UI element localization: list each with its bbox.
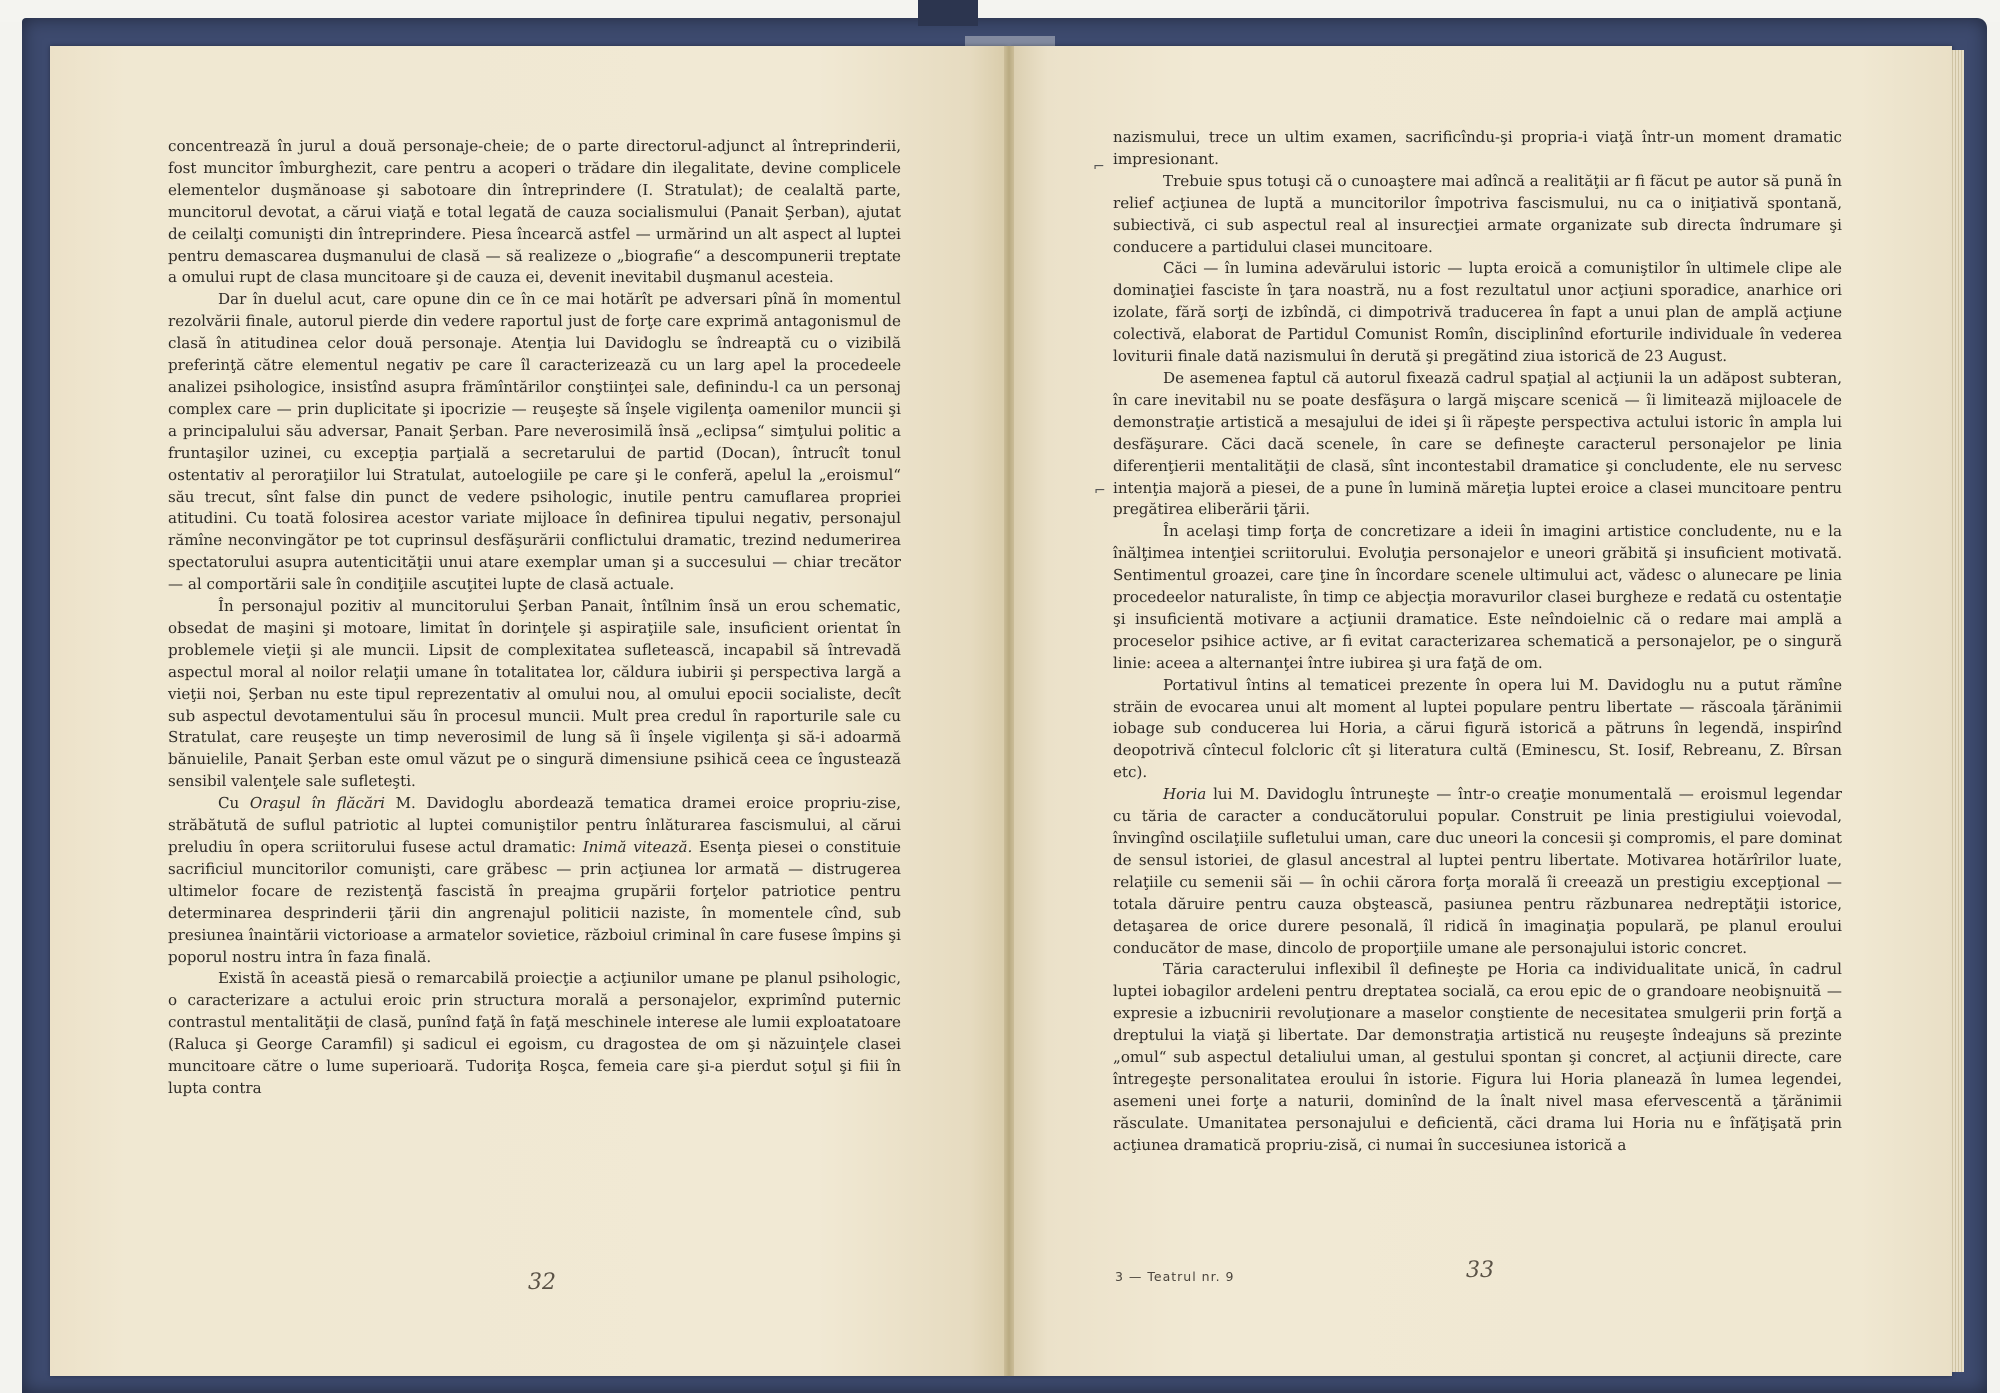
text-span: Căci — în lumina adevărului istoric — lupta eroică a comuniştilor în ultimele clipe ale dominaţiei fasciste în ţara noastră, nu a fost rezultatul unor acţiuni sporadice, anarhice ori izolate, fără sorţi de izbîndă, ci dimpotrivă traducerea în fapt a unui plan de amplă acţiune colectivă, elaborat de Partidul Comunist Romîn, disciplinînd eforturile individuale în vederea loviturii finale dată nazismului în derută şi pregătind ziua istorică de 23 August.: [1113, 259, 1842, 366]
text-span: M. Davidoglu abordează tematica dramei eroice propriu-zise, străbătută de suflul patriotic al luptei comuniştilor pentru înlăturarea fascismului, al cărui preludiu în opera scriitorului fusese actul dramatic:: [168, 794, 901, 856]
paragraph: [168, 289, 901, 596]
paragraph: [1113, 784, 1842, 959]
left-page-text: [168, 136, 901, 1100]
text-span: nazismului, trece un ultim examen, sacrificîndu-şi propria-i viaţă într-un moment dramatic impresionant.: [1113, 128, 1842, 168]
text-span: Dar în duelul acut, care opune din ce în ce mai hotărît pe adversari pînă în momentul rezolvării finale, autorul pierde din vedere raportul just de forţe care exprimă antagonismul de clasă în atitudinea celor două personaje. Atenţia lui Davidoglu se îndreaptă cu o vizibilă preferinţă către elementul negativ pe care îl caracterizează cu un larg apel la procedeele analizei psihologice, insistînd asupra frămîntărilor conştiinţei sale, definindu-l ca un personaj complex care — prin duplicitate şi ipocrizie — reuşeşte să înşele vigilenţa oamenilor muncii şi a principalului său adversar, Panait Şerban. Pare neverosimilă însă „eclipsa“ simţului politic a fruntaşilor uzinei, cu excepţia parţială a secretarului de partid (Docan), întrucît tonul ostentativ al peroraţiilor lui Stratulat, autoelogiile pe care şi le conferă, apelul la „eroismul“ său trecut, sînt false din punct de vedere psihologic, inutile pentru camuflarea propriei atitudini. Cu toată folosirea acestor variate mijloace în definirea tipului negativ, personajul rămîne neconvingător pe tot cuprinsul desfăşurării conflictului dramatic, trezind nedumerirea spectatorului asupra autenticităţii unui atare exemplar uman şi a succesului — chiar trecător — al comportării sale în condiţiile ascuţitei lupte de clasă actuale.: [168, 290, 901, 594]
text-span: Tăria caracterului inflexibil îl defineşte pe Horia ca individualitate unică, în cadrul luptei iobagilor ardeleni pentru dreptatea socială, ca erou epic de o grandoare neobişnuită — expresie a izbucnirii revoluţionare a maselor conştiente de necesitatea smulgerii prin forţă a dreptului la viaţă şi libertate. Dar demonstraţia artistică nu reuşeşte îndeajuns să prezinte „omul“ sub aspectul detaliului uman, al gestului spontan şi concret, al acţiunii directe, care întregeşte personalitatea eroului în istorie. Figura lui Horia planează în lumea legendei, asemeni unei forţe a naturii, dominînd de la înalt nivel masa efervescentă a ţărănimii răsculate. Umanitatea personajului e deficientă, căci drama lui Horia nu e înfăţişată prin acţiunea dramatică propriu-zisă, ci numai în succesiunea istorică a: [1113, 960, 1842, 1154]
paragraph: [1113, 959, 1842, 1156]
paragraph: [1113, 171, 1842, 259]
signature-mark: 3 — Teatrul nr. 9: [1115, 1269, 1235, 1284]
text-span: Cu: [218, 794, 250, 813]
page-number-left: 32: [528, 1270, 556, 1295]
paragraph: [1113, 127, 1842, 171]
margin-mark-icon: ⌐: [1094, 483, 1106, 499]
cover-tab: [918, 0, 978, 26]
paragraph: [1113, 521, 1842, 674]
page-edges: [1950, 50, 1964, 1372]
text-span: Trebuie spus totuşi că o cunoaştere mai adîncă a realităţii ar fi făcut pe autor să pună în relief acţiunea de luptă a muncitorilor împotriva fascismului, nu ca o iniţiativă spontană, subiectivă, ci sub aspectul real al insurecţiei armate organizate sub directa îndrumare şi conducere a partidului clasei muncitoare.: [1113, 171, 1842, 256]
text-span: De asemenea faptul că autorul fixează cadrul spaţial al acţiunii la un adăpost subteran, în care inevitabil nu se poate desfăşura o largă mişcare scenică — îi limitează mijloacele de demonstraţie artistică a mesajului de idei şi îi răpeşte perspectiva actului istoric în ampla lui desfăşurare. Căci dacă scenele, în care se defineşte caracterul personajelor pe linia diferenţierii mentalităţii de clasă, sînt incontestabil dramatice şi concludente, ele nu servesc intenţia majoră a piesei, de a pune în lumină măreţia luptei eroice a clasei muncitoare pentru pregătirea eliberării ţării.: [1113, 368, 1842, 519]
text-span: Există în această piesă o remarcabilă proiecţie a acţiunilor umane pe planul psihologic, o caracterizare a actului eroic prin structura morală a personajelor, exprimînd puternic contrastul mentalităţii de clasă, punînd faţă în faţă meschinele interese ale lumii exploatatoare (Raluca şi George Caramfil) şi sadicul ei egoism, cu dragostea de om şi năzuinţele clasei muncitoare către o lume superioară. Tudoriţa Roşca, femeia care şi-a pierdut soţul şi fiii în lupta contra: [168, 969, 901, 1097]
margin-mark-icon: ⌐: [1093, 159, 1105, 175]
text-span: În acelaşi timp forţa de concretizare a ideii în imagini artistice concludente, nu e la înălţimea intenţiei scriitorului. Evoluţia personajelor e uneori grăbită şi insuficient motivată. Sentimentul groazei, care ţine în încordare scenele ultimului act, vădesc o alunecare pe linia procedeelor naturaliste, în timp ce abjecţia moravurilor clasei burgheze e redată cu ostentaţie şi insuficientă motivare a acţiunii dramatice. Este neîndoielnic că o redare mai amplă a proceselor psihice active, ar fi evitat caracterizarea schematică a personajelor, pe o singură linie: aceea a alternanţei între iubirea şi ura faţă de om.: [1113, 522, 1842, 672]
italic-title: Inimă vitează.: [582, 838, 693, 856]
paragraph: [1113, 675, 1842, 785]
text-span: Esenţa piesei o constituie sacrificiul muncitorilor comunişti, care grăbesc — prin acţiunea lor armată — distrugerea ultimelor focare de rezistenţă fascistă în preajma grupării forţelor patriotice pentru determinarea desprinderii ţării din angrenajul politicii naziste, în momentele cînd, sub presiunea înaintării victorioase a armatelor sovietice, războiul criminal în care fusese împins şi poporul nostru intra în faza finală.: [168, 838, 901, 966]
paragraph: [168, 596, 901, 793]
paragraph: [168, 968, 901, 1099]
italic-title: Oraşul în flăcări: [249, 794, 385, 813]
book-gutter: [1004, 46, 1014, 1376]
text-span: lui M. Davidoglu întruneşte — într-o creaţie monumentală — eroismul legendar cu tăria de caracter a conducătorului popular. Construit pe linia prestigiului voievodal, învingînd oscilaţiile sufletului uman, care duc uneori la concesii şi compromis, el pare dominat de sensul istoriei, de glasul ancestral al luptei pentru libertate. Motivarea hotărîrilor luate, relaţiile cu semenii săi — în ochii cărora forţa morală îi creează un prestigiu excepţional — totala dăruire pentru cauza obştească, pasiunea pentru răzbunarea nedreptăţii istorice, detaşarea de orice durere pesonală, îl ridică în imaginaţia populară, pe planul eroului conducător de mase, dincolo de proporţiile umane ale personajului istoric concret.: [1113, 785, 1842, 957]
text-span: concentrează în jurul a două personaje-cheie; de o parte directorul-adjunct al întreprinderii, fost muncitor îmburghezit, care pentru a acoperi o trădare din ilegalitate, devine complicele elementelor duşmănoase şi sabotoare din întreprindere (I. Stratulat); de cealaltă parte, muncitorul devotat, a cărui viaţă e total legată de cauza socialismului (Panait Şerban), ajutat de ceilalţi comunişti din întreprindere. Piesa încearcă astfel — urmărind un alt aspect al luptei pentru demascarea duşmanului de clasă — să realizeze o „biografie“ a descompunerii treptate a omului rupt de clasa muncitoare şi de cauza ei, devenit inevitabil duşmanul acesteia.: [168, 137, 901, 287]
page-number-right: 33: [1466, 1258, 1494, 1283]
text-span: În personajul pozitiv al muncitorului Şerban Panait, întîlnim însă un erou schematic, obsedat de maşini şi motoare, limitat în dorinţele şi aspiraţiile sale, insuficient orientat în problemele vieţii şi ale muncii. Lipsit de complexitatea sufletească, incapabil să întrevadă aspectul moral al noilor relaţii umane în totalitatea lor, căldura iubirii şi perspectiva largă a vieţii noi, Şerban nu este tipul reprezentativ al omului nou, al omului epocii socialiste, decît sub aspectul devotamentului său în procesul muncii. Mult prea credul în raporturile sale cu Stratulat, care reuşeşte un timp neverosimil de lung să îi înşele vigilenţa şi să-i adoarmă bănuielile, Panait Şerban este omul văzut pe o singură dimensiune psihică ceea ce îngustează sensibil valenţele sale sufleteşti.: [168, 597, 901, 791]
paragraph: [1113, 258, 1842, 368]
paragraph: [1113, 368, 1842, 521]
italic-title: Horia: [1163, 785, 1207, 804]
paragraph: [168, 793, 901, 968]
right-page-text: [1113, 127, 1842, 1157]
paragraph: [168, 136, 901, 289]
text-span: Portativul întins al tematicei prezente în opera lui M. Davidoglu nu a putut rămîne străin de evocarea unui alt moment al luptei populare pentru libertate — răscoala ţărănimii iobage sub conducerea lui Horia, a cărui figură istorică a pătruns în legendă, inspirînd deopotrivă cîntecul folcloric cît şi literatura cultă (Eminescu, St. Iosif, Rebreanu, Z. Bîrsan etc).: [1113, 675, 1842, 782]
